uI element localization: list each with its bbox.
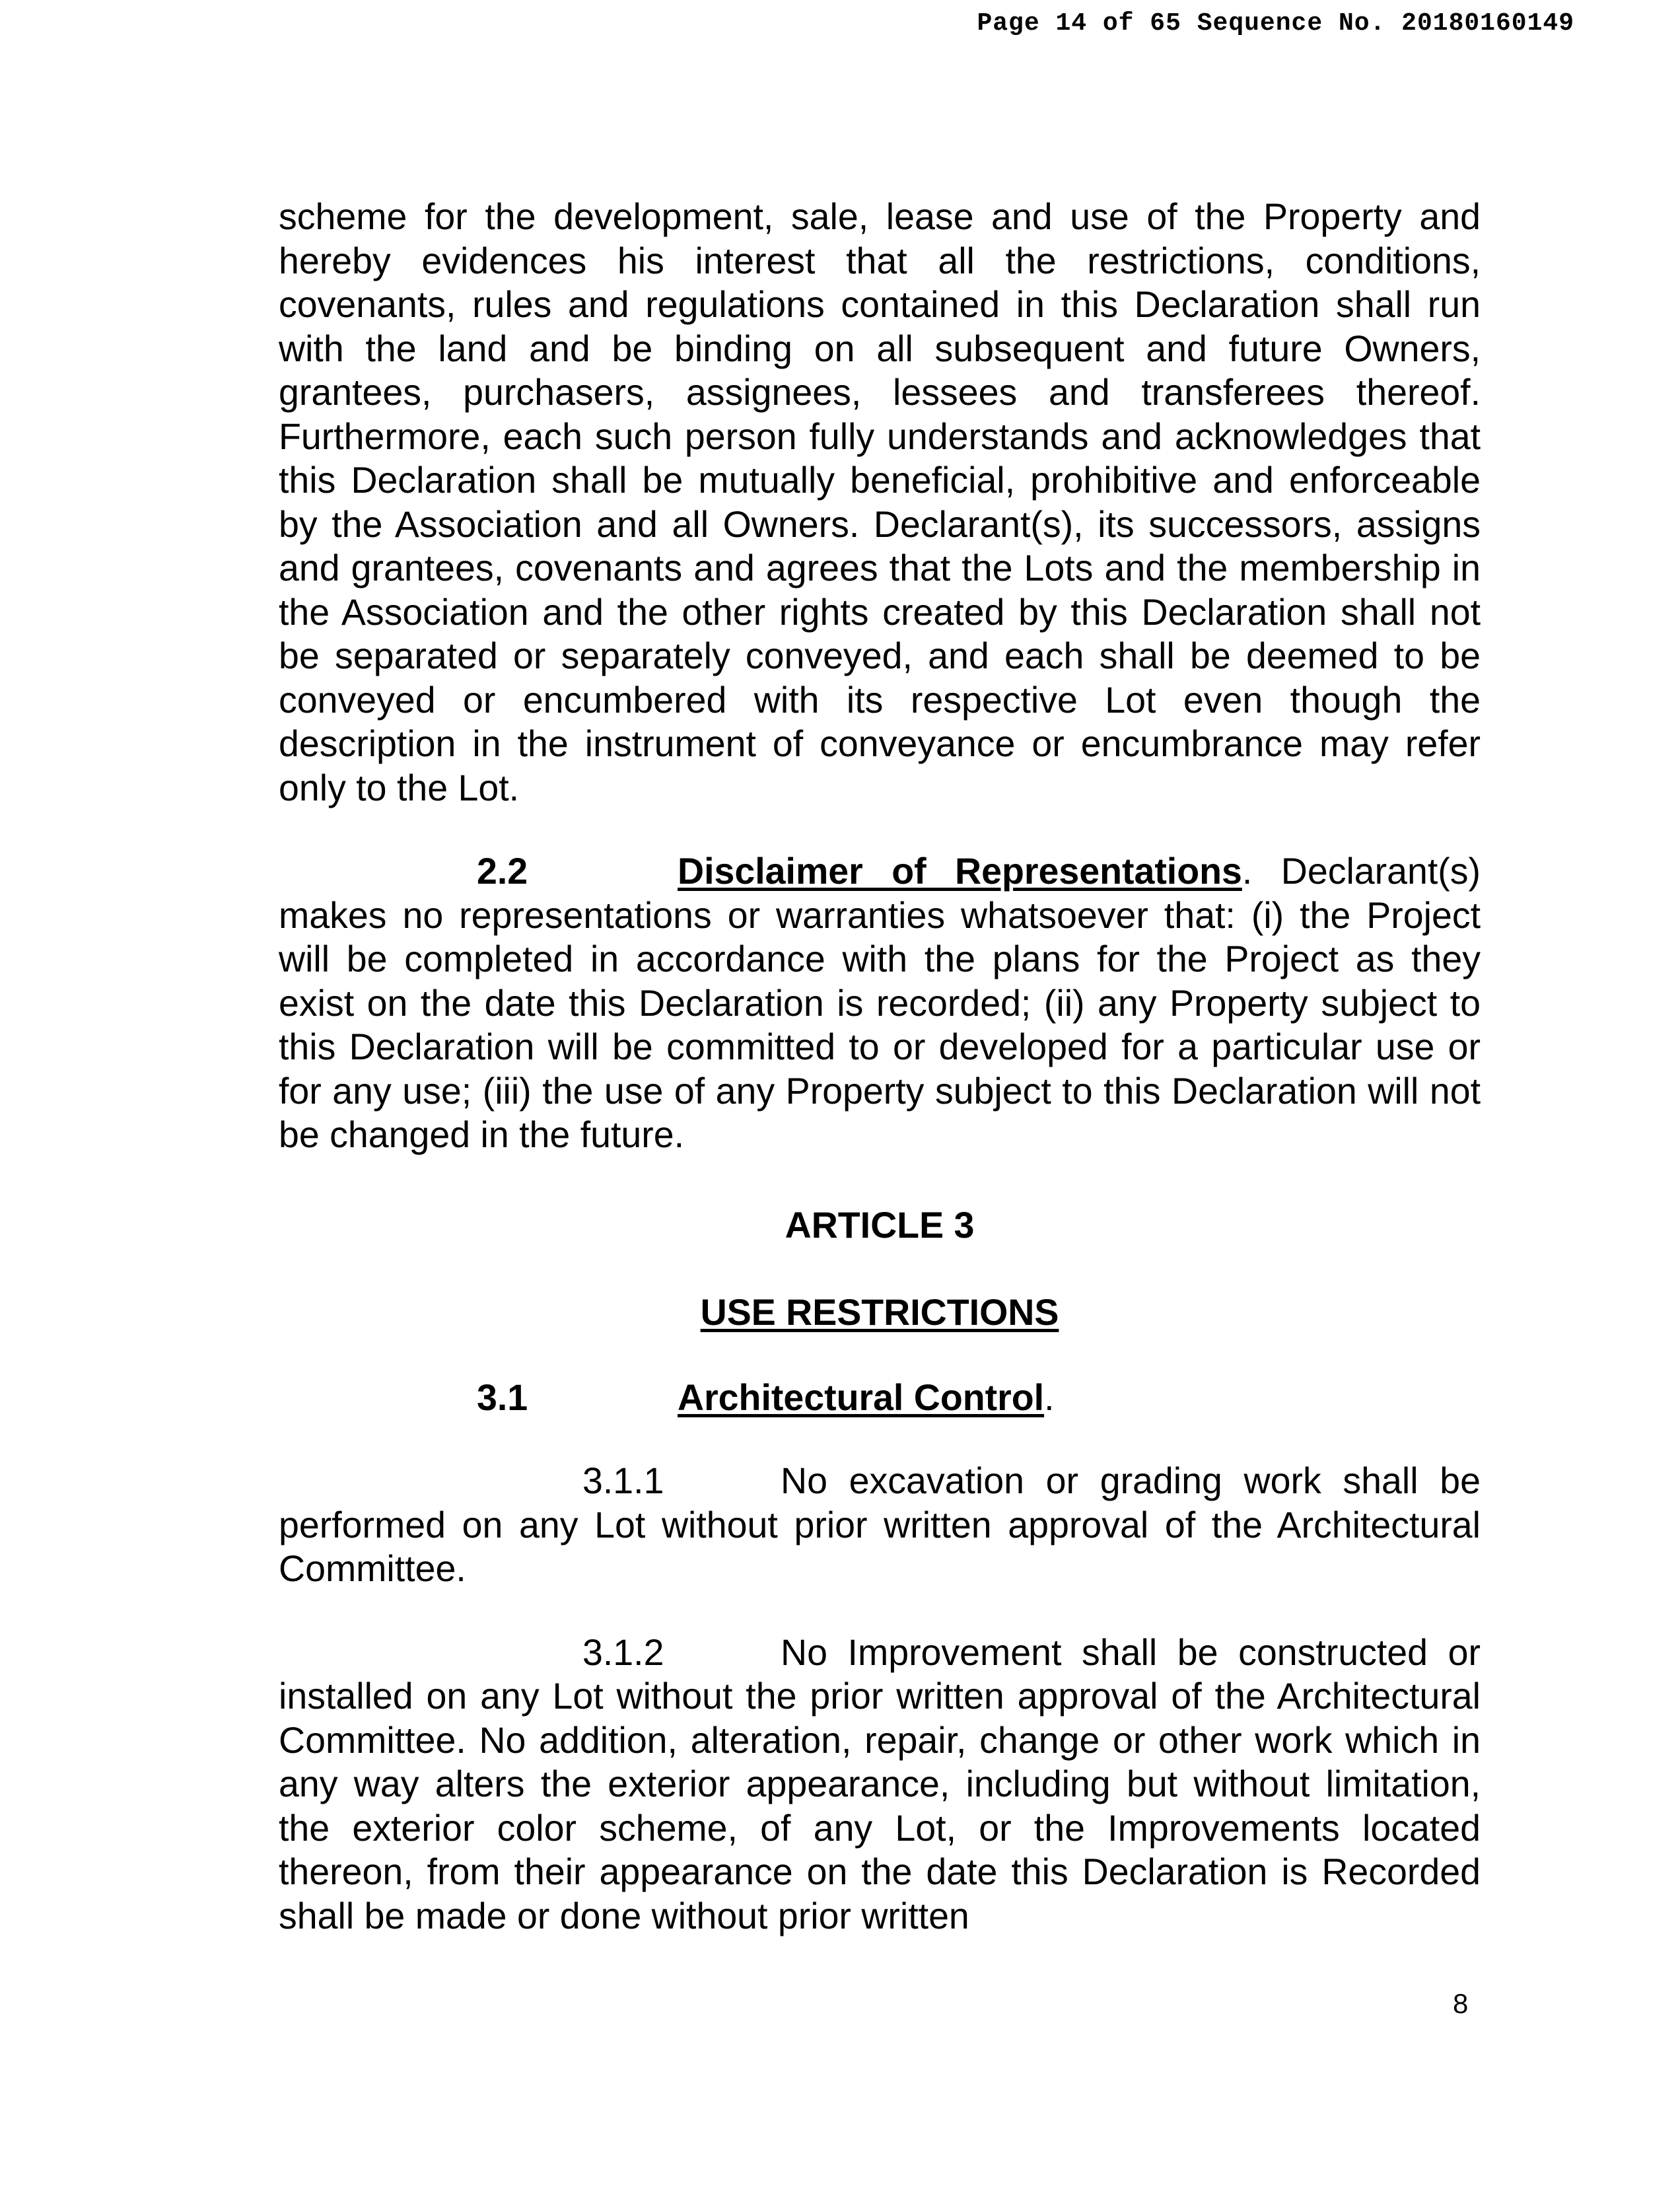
article-subtitle: USE RESTRICTIONS [700,1292,1059,1333]
article-title: ARTICLE 3 [785,1204,975,1246]
section-3-1-2 [279,1631,1481,1938]
section-2-2-heading-punct: . [1242,851,1253,892]
section-3-1-number: 3.1 [477,1376,528,1418]
section-3-1-1 [279,1459,1481,1591]
paragraph-continued: scheme for the development, sale, lease and use of the Property and hereby evidences his interest that all the restrictions, conditions, covenants, rules and regulations contained in this Declaration shall run with the land and be binding on all subsequent and future Owners, grantees, purchasers, assignees, lessees and transferees thereof. Furthermore, each such person fully understands and acknowledges that this Declaration shall be mutually beneficial, prohibitive and enforceable by the Association and all Owners. Declarant(s), its successors, assigns and grantees, covenants and agrees that the Lots and the membership in the Association and the other rights created by this Declaration shall not be separated or separately conveyed, and each shall be deemed to be conveyed or encumbered with its respective Lot even though the description in the instrument of conveyance or encumbrance may refer only to the Lot. [279,196,1481,808]
section-3-1-2-text: No Improvement shall be constructed or installed on any Lot without the prior written approval of the Architectural Committee. No addition, alteration, repair, change or other work which in any way alters the exterior appearance, including but without limitation, the exterior color scheme, of any Lot, or the Improvements located thereon, from their appearance on the date this Declaration is Recorded shall be made or done without prior written [279,1631,1481,1936]
section-2-2-number: 2.2 [477,851,528,892]
document-page [279,195,1481,1938]
section-3-1-2-number: 3.1.2 [582,1631,664,1673]
section-2-2 [279,849,1481,1157]
section-3-1-1-text: No excavation or grading work shall be performed on any Lot without prior written approval of the Architectural Committee. [279,1460,1481,1589]
section-3-1 [279,1376,1481,1420]
section-3-1-heading-punct: . [1044,1376,1055,1418]
section-2-2-heading: Disclaimer of Representations [678,851,1242,892]
page-sequence-header: Page 14 of 65 Sequence No. 20180160149 [977,9,1574,38]
section-3-1-heading: Architectural Control [678,1376,1045,1418]
section-3-1-1-number: 3.1.1 [582,1460,664,1501]
page-number: 8 [1453,1988,1469,2019]
section-2-2-text: Declarant(s) makes no representations or warranties whatsoever that: (i) the Project will be completed in accordance with the plans for the Project as they exist on the date this Declaration is recorded; (ii) any Property subject to this Declaration will be committed to or developed for a particular use or for any use; (iii) the use of any Property subject to this Declaration will not be changed in the future. [279,851,1481,1155]
